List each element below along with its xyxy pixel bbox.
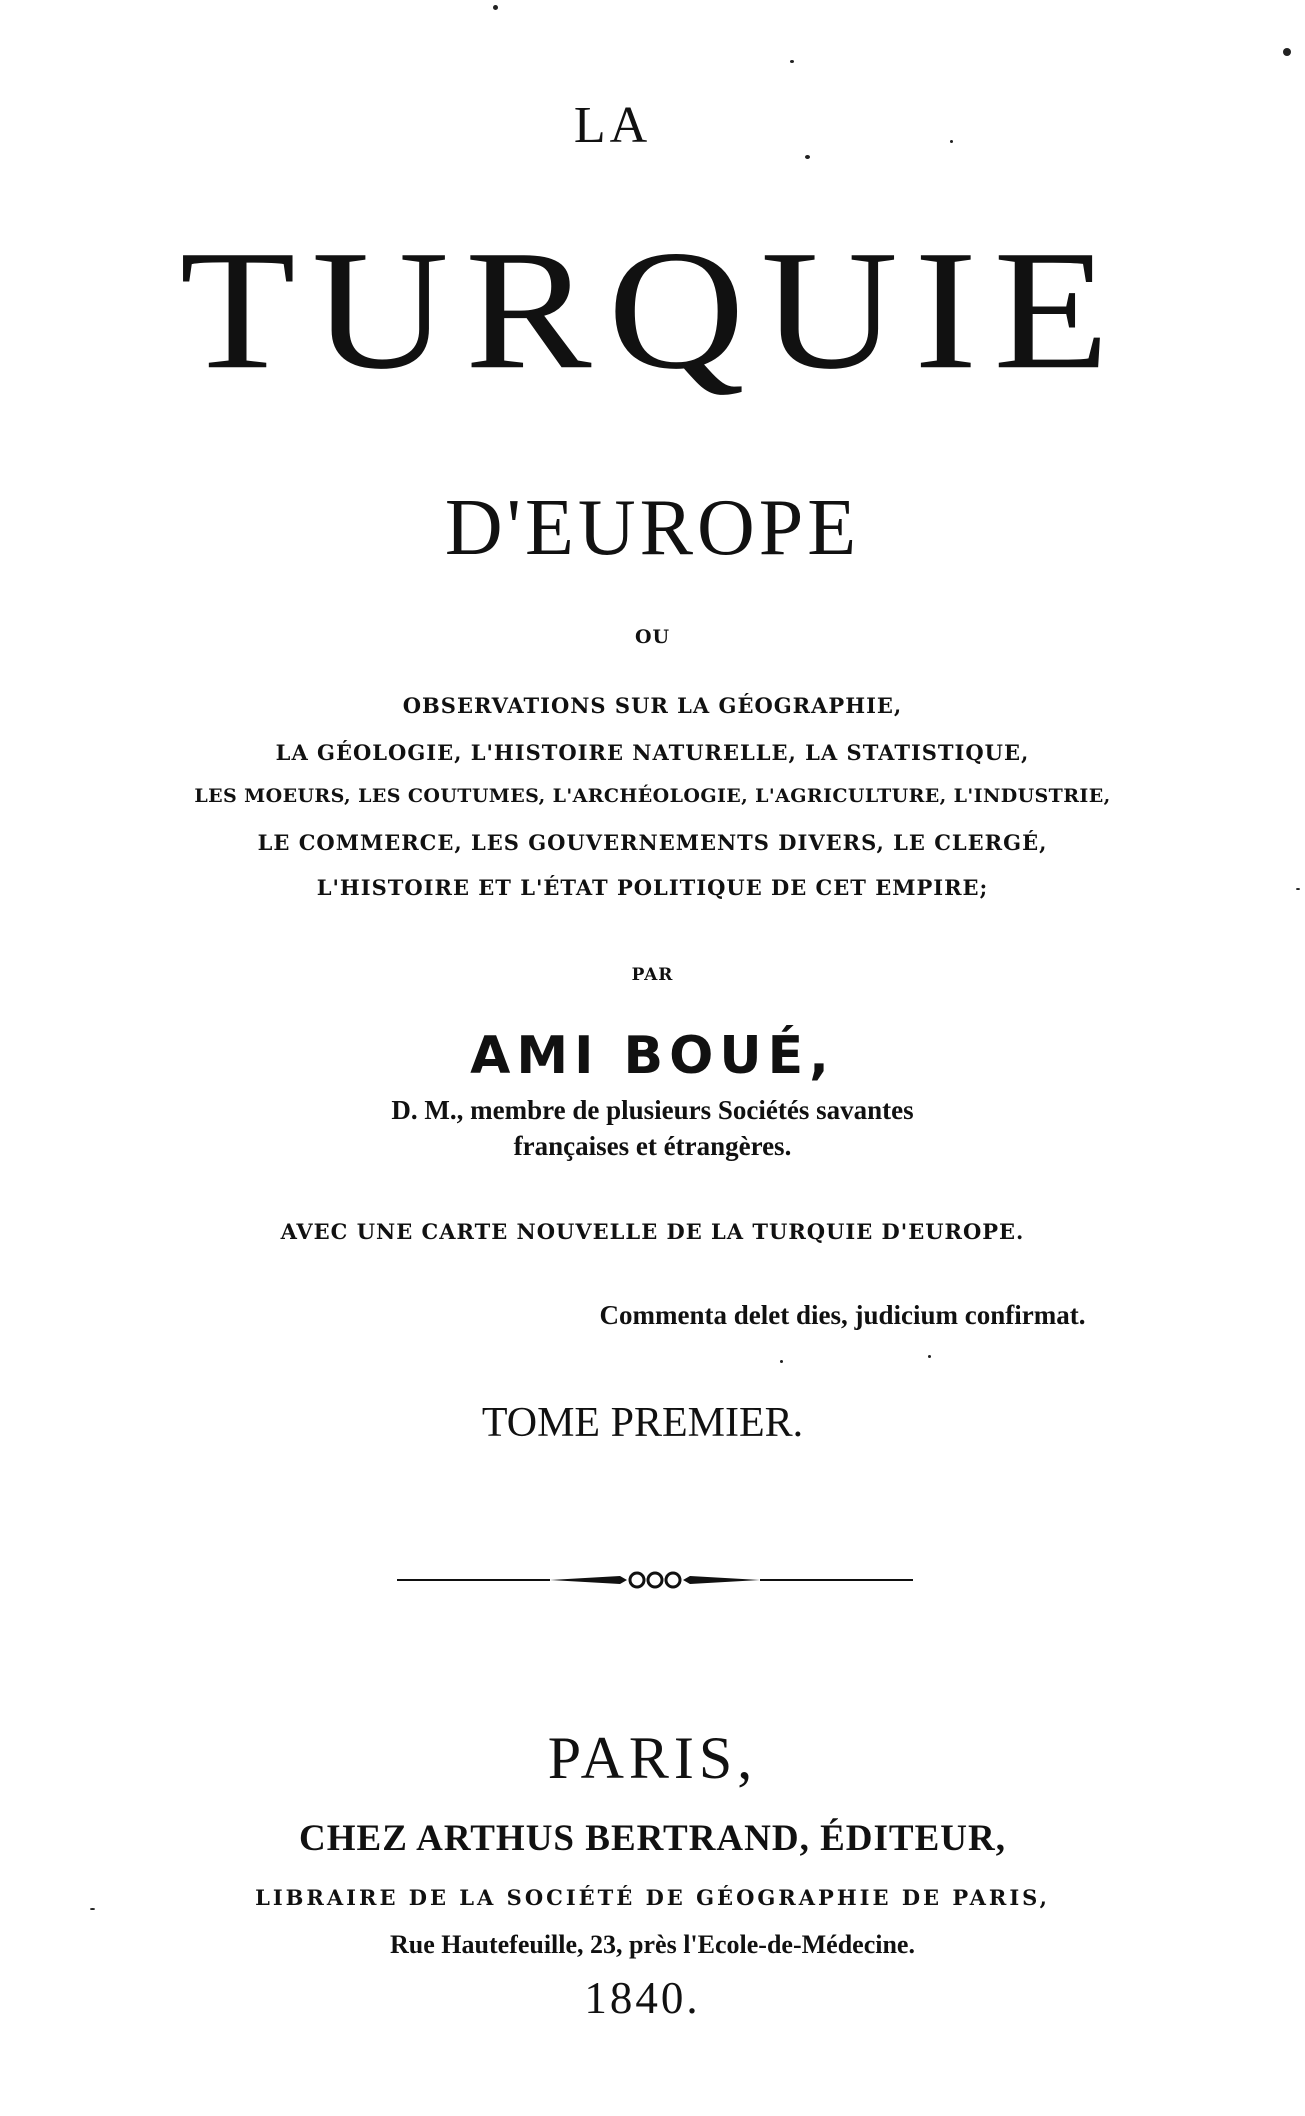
scan-speck (950, 140, 953, 143)
epigraph: Commenta delet dies, judicium confirmat. (599, 1300, 1086, 1330)
scan-speck (90, 1908, 95, 1910)
publisher-address: Rue Hautefeuille, 23, près l'Ecole-de-Médecine. (390, 1930, 915, 1959)
volume-label: TOME PREMIER. (481, 1400, 804, 1446)
scan-speck (928, 1355, 931, 1358)
scan-speck (805, 155, 810, 159)
title-subtitle: D'EUROPE (444, 484, 861, 572)
title-conjunction: OU (634, 626, 671, 648)
publisher-name: CHEZ ARTHUS BERTRAND, ÉDITEUR, (299, 1818, 1006, 1859)
author-name: AMI BOUÉ, (470, 1026, 835, 1086)
scan-speck (493, 5, 498, 10)
publication-city: PARIS, (547, 1725, 758, 1791)
publisher-role: LIBRAIRE DE LA SOCIÉTÉ DE GÉOGRAPHIE DE PARIS, (255, 1885, 1050, 1910)
scan-speck (790, 60, 794, 63)
description-line-3: LES MOEURS, LES COUTUMES, L'ARCHÉOLOGIE, L'AGRICULTURE, L'INDUSTRIE, (194, 785, 1111, 807)
scan-speck (1283, 48, 1291, 56)
scan-speck (1296, 888, 1300, 890)
ornamental-divider (395, 1565, 915, 1595)
map-note: AVEC UNE CARTE NOUVELLE DE LA TURQUIE D'EUROPE. (280, 1219, 1025, 1244)
scan-speck (780, 1360, 783, 1363)
author-credentials-1: D. M., membre de plusieurs Sociétés savantes (391, 1095, 914, 1125)
main-title: TURQUIE (179, 216, 1126, 405)
description-line-4: LE COMMERCE, LES GOUVERNEMENTS DIVERS, LE CLERGÉ, (257, 830, 1048, 855)
title-article: LA (573, 97, 652, 154)
description-line-2: LA GÉOLOGIE, L'HISTOIRE NATURELLE, LA STATISTIQUE, (275, 740, 1030, 765)
description-line-5: L'HISTOIRE ET L'ÉTAT POLITIQUE DE CET EMPIRE; (316, 875, 989, 900)
author-credentials-2: françaises et étrangères. (513, 1131, 792, 1161)
publication-year: 1840. (584, 1973, 701, 2023)
by-label: PAR (631, 965, 674, 985)
description-line-1: OBSERVATIONS SUR LA GÉOGRAPHIE, (402, 693, 903, 718)
